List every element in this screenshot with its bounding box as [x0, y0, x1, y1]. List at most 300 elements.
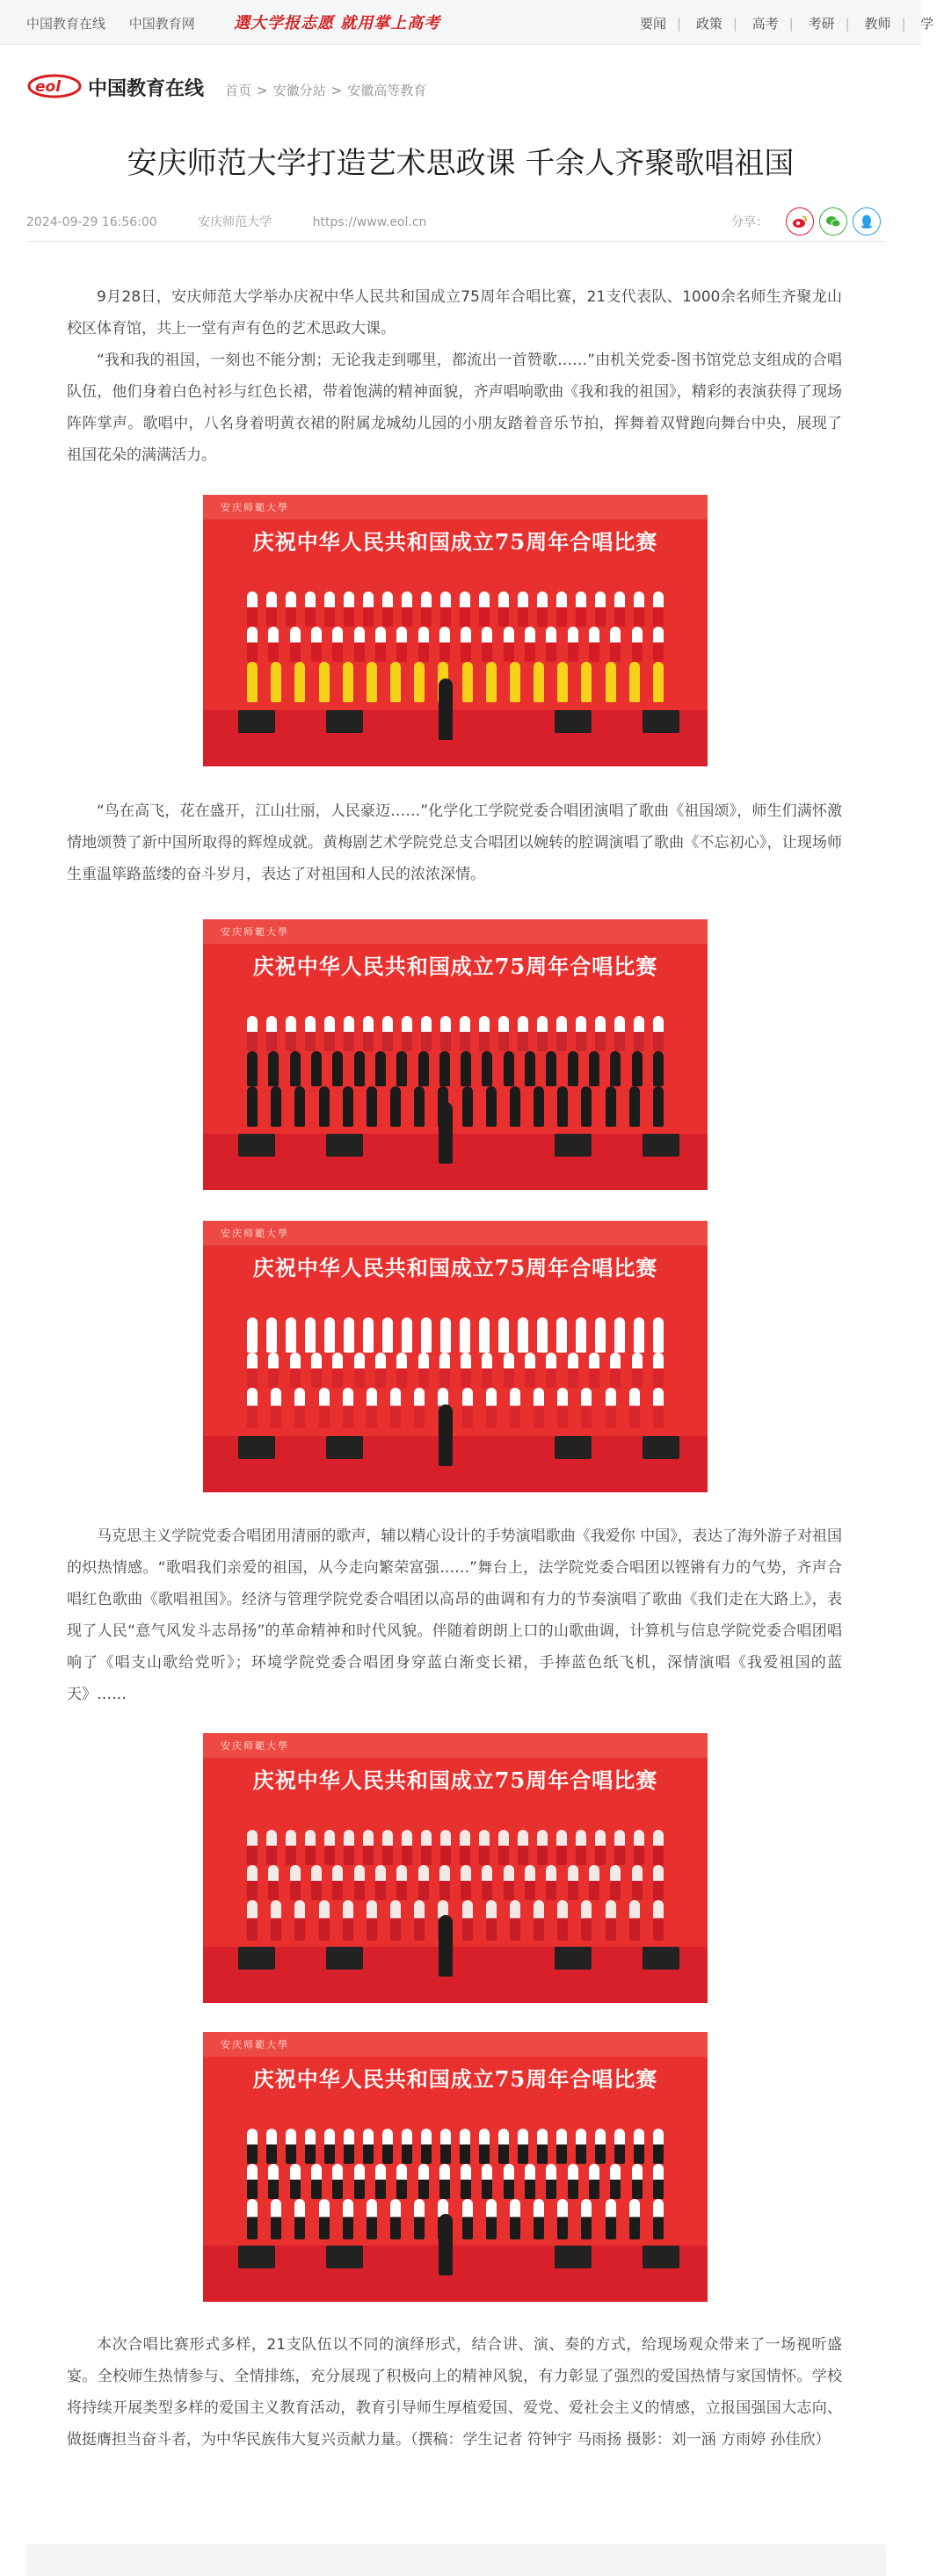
choir-photo-4 [203, 1733, 708, 2003]
choir-singer [311, 1051, 322, 1086]
choir-singer [375, 1051, 386, 1086]
choir-singer [367, 1086, 377, 1127]
paragraph: “我和我的祖国，一刻也不能分割；无论我走到哪里，都流出一首赞歌……”由机关党委-图书馆党总支组成的合唱队伍，他们身着白色衬衫与红色长裙，带着饱满的精神面貌，齐声唱响歌曲《我和我的祖国》，精彩的表演获得了现场阵阵掌声。歌唱中，八名身着明黄衣裙的附属龙城幼儿园的小朋友踏着音乐节拍，挥舞着双臂跑向舞台中央，展现了祖国花朵的满满活力。 [67, 352, 842, 464]
choir-singer [486, 1086, 497, 1127]
article-source: 安庆师范大学 [198, 215, 272, 229]
choir-singer [504, 1865, 514, 1900]
choir-singer [632, 1353, 643, 1388]
article-body-section2 [67, 795, 842, 890]
choir-singer [595, 591, 606, 627]
choir-singer [581, 662, 592, 702]
choir-singer [537, 591, 548, 627]
choir-singer [634, 1016, 644, 1051]
choir-singer [634, 591, 644, 627]
choir-singer [382, 591, 393, 627]
choir-singer [324, 1016, 335, 1051]
choir-singer [546, 1353, 556, 1388]
choir-singer [462, 1086, 473, 1127]
choir-singer [653, 2164, 664, 2199]
wechat-icon[interactable] [819, 207, 847, 236]
choir-singer [375, 2164, 386, 2199]
choir-singer [556, 591, 567, 627]
choir-singer [247, 1900, 258, 1941]
article-title: 安庆师范大学打造艺术思政课 千余人齐聚歌唱祖国 [127, 146, 795, 181]
choir-singer [421, 2129, 432, 2164]
choir-singer [589, 2164, 599, 2199]
choir-singer [344, 591, 354, 627]
school-logo-text: 安庆师範大學 [221, 1740, 289, 1752]
choir-singer [557, 1086, 568, 1127]
choir-singer [498, 2129, 509, 2164]
nav-more[interactable]: 学 [920, 16, 934, 32]
choir-singer [324, 1317, 335, 1353]
top-bar [0, 0, 934, 45]
choir-singer [653, 1388, 664, 1428]
choir-singer [305, 1016, 316, 1051]
nav-gaokao[interactable]: 高考 [752, 16, 779, 32]
choir-singer [653, 2199, 664, 2239]
choir-singer [294, 2199, 305, 2239]
choir-singer [556, 1317, 567, 1353]
choir-singer [332, 627, 343, 662]
choir-singer [319, 1900, 330, 1941]
choir-row [247, 2164, 664, 2199]
choir-singer [479, 1016, 490, 1051]
choir-singer [614, 591, 625, 627]
choir-singer [402, 591, 412, 627]
choir-singer [568, 1353, 578, 1388]
nav-divider: | [901, 16, 906, 32]
choir-singer [396, 627, 407, 662]
choir-singer [460, 1317, 470, 1353]
choir-singer [546, 627, 556, 662]
choir-singer [367, 662, 377, 702]
choir-row [247, 1900, 664, 1941]
choir-singer [247, 1051, 258, 1086]
choir-singer [479, 1317, 490, 1353]
choir-singer [390, 2199, 401, 2239]
choir-singer [247, 1388, 258, 1428]
choir-singer [606, 1900, 616, 1941]
header-divider [26, 241, 886, 242]
choir-singer [595, 1830, 606, 1865]
choir-singer [498, 1016, 509, 1051]
choir-singer [294, 1388, 305, 1428]
choir-row [247, 1051, 664, 1086]
gaokao-slogan-banner[interactable]: 選大学报志愿 就用掌上高考 [234, 14, 441, 33]
breadcrumb-higher-ed[interactable]: 安徽高等教育 [347, 83, 427, 98]
choir-singer [319, 2199, 330, 2239]
top-nav [629, 14, 944, 33]
choir-singer [247, 1865, 258, 1900]
choir-singer [518, 591, 528, 627]
choir-singer [568, 1051, 578, 1086]
choir-row [247, 1353, 664, 1388]
choir-singer [332, 1353, 343, 1388]
choir-singer [568, 1865, 578, 1900]
choir-singer [421, 1830, 432, 1865]
article-body-intro [67, 281, 842, 471]
choir-singer [510, 1086, 520, 1127]
choir-singer [440, 1830, 451, 1865]
choir-singer [653, 1016, 664, 1051]
breadcrumb-home[interactable]: 首页 [225, 83, 252, 98]
choir-singer [525, 1353, 535, 1388]
choir-singer [632, 1865, 643, 1900]
choir-singer [247, 591, 258, 627]
choir-singer [461, 1051, 471, 1086]
choir-singer [332, 1051, 343, 1086]
choir-singer [268, 1353, 279, 1388]
choir-singer [290, 1051, 301, 1086]
backdrop-banner: 庆祝中华人民共和国成立75周年合唱比赛 [252, 954, 658, 979]
choir-singer [510, 662, 520, 702]
breadcrumb-separator: > [257, 83, 268, 98]
choir-singer [247, 1086, 258, 1127]
choir-singer [332, 1865, 343, 1900]
backdrop-banner: 庆祝中华人民共和国成立75周年合唱比赛 [252, 2066, 658, 2092]
choir-singer [363, 1016, 374, 1051]
stage-monitor-speaker [326, 1134, 363, 1157]
choir-singer [595, 1317, 606, 1353]
choir-singer [421, 1016, 432, 1051]
choir-singer [614, 1830, 625, 1865]
site-links [26, 14, 214, 33]
choir-singer [363, 1317, 374, 1353]
stage-monitor-speaker [238, 1947, 275, 1970]
logo-text[interactable]: 中国教育在线 [88, 78, 205, 100]
conductor [439, 1102, 453, 1164]
choir-singer [271, 662, 281, 702]
choir-singer [462, 1900, 473, 1941]
choir-singer [390, 1900, 401, 1941]
choir-singer [518, 2129, 528, 2164]
choir-singer [286, 1016, 296, 1051]
choir-singer [606, 2199, 616, 2239]
choir-singer [402, 1016, 412, 1051]
choir-singer [498, 591, 509, 627]
nav-kaoyan[interactable]: 考研 [808, 16, 835, 32]
choir-singer [354, 1865, 365, 1900]
choir-singer [354, 1353, 365, 1388]
choir-singer [414, 1388, 425, 1428]
choir-singer [556, 1016, 567, 1051]
stage-monitor-speaker [643, 1947, 679, 1970]
choir-singer [324, 1830, 335, 1865]
stage-monitor-speaker [555, 1947, 592, 1970]
choir-singer [375, 1865, 386, 1900]
choir-singer [344, 1830, 354, 1865]
site-link-edu[interactable]: 中国教育网 [128, 16, 195, 32]
stage-monitor-speaker [555, 1134, 592, 1157]
choir-photo-1 [203, 495, 708, 766]
choir-singer [319, 1086, 330, 1127]
choir-singer [367, 1900, 377, 1941]
share-label: 分享： [731, 215, 768, 229]
choir-singer [576, 2129, 586, 2164]
site-link-eol[interactable]: 中国教育在线 [26, 16, 106, 32]
stage-floor [203, 710, 708, 766]
choir-singer [482, 1353, 492, 1388]
choir-singer [653, 1086, 664, 1127]
weibo-icon[interactable] [786, 207, 814, 236]
choir-singer [653, 1830, 664, 1865]
stage-floor [203, 1947, 708, 2003]
choir-singer [271, 2199, 281, 2239]
choir-singer [367, 1388, 377, 1428]
choir-singer [294, 1086, 305, 1127]
choir-singer [581, 2199, 592, 2239]
choir-singer [534, 1086, 544, 1127]
choir-singer [576, 1016, 586, 1051]
choir-singer [606, 1086, 616, 1127]
article-meta [26, 213, 463, 230]
choir-singer [537, 1830, 548, 1865]
choir-singer [546, 1051, 556, 1086]
choir-singer [632, 1051, 643, 1086]
stage-monitor-speaker [326, 2246, 363, 2268]
choir-singer [382, 1016, 393, 1051]
school-logo-text: 安庆师範大學 [221, 926, 289, 938]
choir-singer [653, 591, 664, 627]
choir-singer [589, 627, 599, 662]
choir-singer [461, 1865, 471, 1900]
choir-photo-5 [203, 2032, 708, 2302]
choir-singer [576, 591, 586, 627]
paragraph: “鸟在高飞，花在盛开，江山壮丽，人民豪迈……”化学化工学院党委合唱团演唱了歌曲《祖国颂》，师生们满怀激情地颂赞了新中国所取得的辉煌成就。黄梅剧艺术学院党总支合唱团以婉转的腔调演唱了歌曲《不忘初心》，让现场师生重温筚路蓝缕的奋斗岁月，表达了对祖国和人民的浓浓深情。 [67, 802, 842, 883]
choir-singer [525, 1051, 535, 1086]
choir-singer [324, 591, 335, 627]
choir-singer [414, 1086, 425, 1127]
choir-singer [247, 1317, 258, 1353]
choir-row [247, 1317, 664, 1353]
conductor [439, 678, 453, 740]
choir-singer [581, 1086, 592, 1127]
choir-singer [581, 1388, 592, 1428]
nav-policy[interactable]: 政策 [695, 16, 723, 32]
choir-singer [589, 1353, 599, 1388]
choir-singer [557, 2199, 568, 2239]
stage-floor [203, 1134, 708, 1190]
choir-singer [421, 591, 432, 627]
choir-singer [653, 1900, 664, 1941]
stage-monitor-speaker [326, 1947, 363, 1970]
choir-singer [479, 591, 490, 627]
choir-singer [518, 1317, 528, 1353]
choir-singer [525, 2164, 535, 2199]
choir-singer [439, 1865, 450, 1900]
choir-row [247, 1016, 664, 1051]
choir-singer [311, 627, 322, 662]
choir-row [247, 1086, 664, 1127]
choir-singer [460, 591, 470, 627]
choir-singer [629, 1388, 640, 1428]
choir-singer [418, 1051, 429, 1086]
choir-singer [486, 1388, 497, 1428]
choir-singer [629, 1086, 640, 1127]
choir-singer [629, 1900, 640, 1941]
article-body-section3 [67, 1520, 842, 1710]
choir-row [247, 1388, 664, 1428]
choir-singer [556, 1830, 567, 1865]
choir-singer [418, 1865, 429, 1900]
choir-singer [286, 1317, 296, 1353]
choir-singer [311, 1353, 322, 1388]
choir-singer [439, 627, 450, 662]
choir-singer [247, 2164, 258, 2199]
article-body-conclusion [67, 2329, 842, 2456]
stage-monitor-speaker [238, 2246, 275, 2268]
choir-singer [247, 1830, 258, 1865]
choir-singer [634, 2129, 644, 2164]
stage-monitor-speaker [643, 1436, 679, 1459]
eol-logo-icon[interactable] [28, 72, 84, 98]
choir-singer [610, 627, 621, 662]
nav-divider: | [677, 16, 682, 32]
choir-singer [396, 1865, 407, 1900]
paragraph: 本次合唱比赛形式多样，21支队伍以不同的演绎形式，结合讲、演、奏的方式，给现场观众带来了一场视听盛宴。全校师生热情参与、全情排练，充分展现了积极向上的精神风貌，有力彰显了强烈的爱国热情与家国情怀。学校将持续开展类型多样的爱国主义教育活动，教育引导师生厚植爱国、爱党、爱社会主义的情感，立报国强国大志向、做挺膺担当奋斗者，为中华民族伟大复兴贡献力量。（撰稿：学生记者 符钟宇 马雨扬 摄影：刘一涵 方雨婷 孙佳欣） [67, 2336, 842, 2449]
nav-news[interactable]: 要闻 [640, 16, 667, 32]
choir-singer [402, 2129, 412, 2164]
choir-singer [414, 1900, 425, 1941]
choir-singer [266, 2129, 277, 2164]
choir-singer [581, 1900, 592, 1941]
choir-singer [486, 662, 497, 702]
choir-singer [439, 2164, 450, 2199]
choir-singer [268, 627, 279, 662]
choir-singer [653, 1353, 664, 1388]
choir-singer [486, 2199, 497, 2239]
choir-singer [271, 1086, 281, 1127]
choir-singer [629, 2199, 640, 2239]
choir-singer [319, 662, 330, 702]
choir-singer [614, 1016, 625, 1051]
choir-singer [518, 1830, 528, 1865]
choir-singer [534, 662, 544, 702]
stage-floor [203, 2246, 708, 2302]
conductor [439, 1404, 453, 1466]
choir-singer [614, 1317, 625, 1353]
choir-singer [247, 1353, 258, 1388]
choir-singer [268, 1865, 279, 1900]
stage-monitor-speaker [238, 1134, 275, 1157]
choir-singer [418, 1353, 429, 1388]
stage-monitor-speaker [326, 1436, 363, 1459]
choir-singer [440, 2129, 451, 2164]
choir-singer [418, 627, 429, 662]
choir-singer [402, 1317, 412, 1353]
choir-singer [568, 2164, 578, 2199]
school-logo-text: 安庆师範大學 [221, 1228, 289, 1239]
choir-row [247, 2129, 664, 2164]
breadcrumb-anhui[interactable]: 安徽分站 [272, 83, 326, 98]
school-logo-text: 安庆师範大學 [221, 502, 289, 513]
choir-singer [498, 1317, 509, 1353]
choir-singer [653, 662, 664, 702]
nav-divider: | [732, 16, 737, 32]
choir-singer [439, 1051, 450, 1086]
nav-divider: | [845, 16, 850, 32]
choir-singer [498, 1830, 509, 1865]
choir-singer [382, 2129, 393, 2164]
choir-singer [268, 1051, 279, 1086]
footer-bar [26, 2544, 886, 2576]
choir-singer [546, 1865, 556, 1900]
choir-singer [271, 1388, 281, 1428]
breadcrumb [225, 81, 426, 99]
choir-singer [343, 1388, 353, 1428]
choir-singer [332, 2164, 343, 2199]
choir-singer [402, 1830, 412, 1865]
choir-row [247, 2199, 664, 2239]
choir-singer [247, 2199, 258, 2239]
choir-row [247, 662, 664, 702]
choir-singer [290, 2164, 301, 2199]
choir-singer [482, 2164, 492, 2199]
choir-singer [462, 2199, 473, 2239]
choir-singer [534, 1388, 544, 1428]
choir-singer [343, 1086, 353, 1127]
choir-singer [343, 2199, 353, 2239]
choir-singer [319, 1388, 330, 1428]
choir-singer [247, 627, 258, 662]
paragraph: 马克思主义学院党委合唱团用清丽的歌声，辅以精心设计的手势演唱歌曲《我爱你 中国》，表达了海外游子对祖国的炽热情感。“歌唱我们亲爱的祖国，从今走向繁荣富强……”舞台上，法学院党委合唱团以铿锵有力的气势，齐声合唱红色歌曲《歌唱祖国》。经济与管理学院党委合唱团以高昂的曲调和有力的节奏演唱了歌曲《我们走在大路上》，表现了人民“意气风发斗志昂扬”的革命精神和时代风貌。伴随着朗朗上口的山歌曲调，计算机与信息学院党委合唱团唱响了《唱支山歌给党听》；环境学院党委合唱团身穿蓝白渐变长裙，手捧蓝色纸飞机，深情演唱《我爱祖国的蓝天》…… [67, 1527, 842, 1703]
choir-singer [504, 627, 514, 662]
choir-singer [344, 2129, 354, 2164]
choir-singer [510, 1388, 520, 1428]
nav-teacher[interactable]: 教师 [864, 16, 891, 32]
choir-singer [632, 2164, 643, 2199]
choir-singer [510, 1900, 520, 1941]
choir-singer [557, 1388, 568, 1428]
choir-singer [396, 1051, 407, 1086]
stage-monitor-speaker [643, 710, 679, 733]
choir-singer [344, 1016, 354, 1051]
paragraph: 9月28日，安庆师范大学举办庆祝中华人民共和国成立75周年合唱比赛，21支代表队、1000余名师生齐聚龙山校区体育馆，共上一堂有声有色的艺术思政大课。 [67, 288, 842, 337]
choir-singer [439, 1353, 450, 1388]
source-url[interactable]: https://www.eol.cn [312, 215, 427, 229]
choir-singer [266, 1016, 277, 1051]
choir-singer [504, 1051, 514, 1086]
choir-singer [354, 2164, 365, 2199]
choir-singer [610, 1865, 621, 1900]
choir-singer [482, 1865, 492, 1900]
backdrop-banner: 庆祝中华人民共和国成立75周年合唱比赛 [252, 1767, 658, 1793]
choir-singer [462, 1388, 473, 1428]
choir-singer [414, 662, 425, 702]
choir-singer [556, 2129, 567, 2164]
choir-singer [610, 1353, 621, 1388]
choir-row [247, 591, 664, 627]
stage-monitor-speaker [555, 2246, 592, 2268]
choir-singer [363, 1830, 374, 1865]
choir-singer [396, 1353, 407, 1388]
choir-singer [290, 627, 301, 662]
choir-singer [247, 2129, 258, 2164]
choir-singer [268, 2164, 279, 2199]
choir-singer [486, 1900, 497, 1941]
choir-singer [510, 2199, 520, 2239]
choir-row [247, 1865, 664, 1900]
choir-singer [629, 662, 640, 702]
choir-singer [247, 1016, 258, 1051]
qq-icon[interactable] [853, 207, 881, 236]
choir-singer [343, 662, 353, 702]
choir-singer [440, 1317, 451, 1353]
choir-singer [576, 1830, 586, 1865]
choir-singer [525, 1865, 535, 1900]
choir-singer [363, 591, 374, 627]
